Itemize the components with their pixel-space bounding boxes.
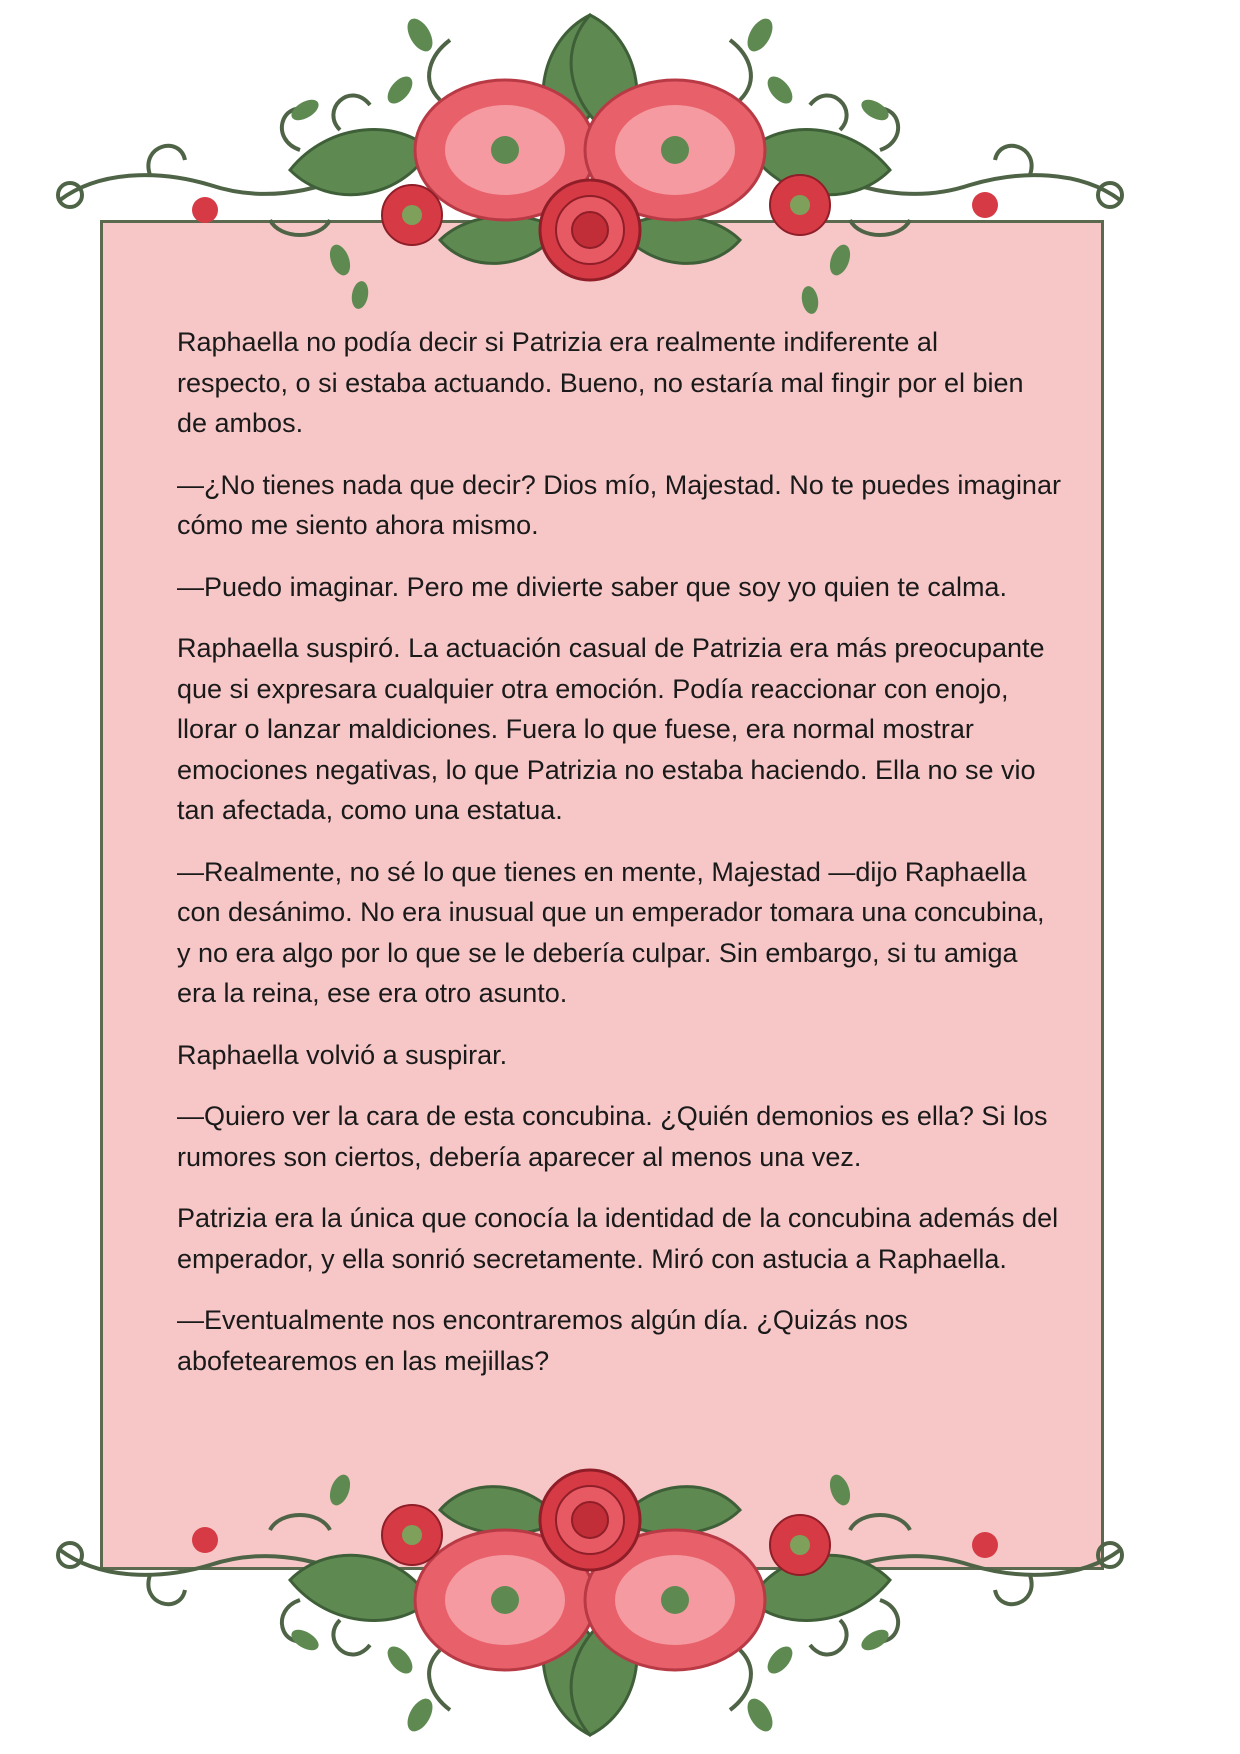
paragraph-3: —Puedo imaginar. Pero me divierte saber que soy yo quien te calma. [177, 571, 1007, 602]
paragraph-4: Raphaella suspiró. La actuación casual de Patrizia era más preocupante que si expresara cualquier otra emoción. Podía reaccionar con enojo, llorar o lanzar maldiciones. Fuera lo que fuese, era normal mostrar emociones negativas, lo que Patrizia no estaba haciendo. Ella no se vio tan afectada, como una estatua. [177, 633, 1045, 825]
paragraph-5: —Realmente, no sé lo que tienes en mente, Majestad —dijo Raphaella con desánimo. No era inusual que un emperador tomara una concubina, y no era algo por lo que se le debería culpar. Sin embargo, si tu amiga era la reina, ese era otro asunto. [177, 856, 1045, 1008]
bottom-floral-ornament [40, 1420, 1140, 1750]
central-rose [540, 180, 640, 280]
paragraph-2: —¿No tienes nada que decir? Dios mío, Majestad. No te puedes imaginar cómo me siento ahora mismo. [177, 469, 1061, 540]
top-floral-ornament [40, 0, 1140, 330]
story-text [177, 322, 1077, 1402]
paragraph-6: Raphaella volvió a suspirar. [177, 1039, 508, 1070]
paragraph-8: Patrizia era la única que conocía la identidad de la concubina además del emperador, y ella sonrió secretamente. Miró con astucia a Raphaella. [177, 1203, 1059, 1274]
paragraph-1: Raphaella no podía decir si Patrizia era realmente indiferente al respecto, o si estaba actuando. Bueno, no estaría mal fingir por el bien de ambos. [177, 327, 1024, 438]
paragraph-7: —Quiero ver la cara de esta concubina. ¿Quién demonios es ella? Si los rumores son ciertos, debería aparecer al menos una vez. [177, 1101, 1048, 1172]
central-rose [540, 1470, 640, 1570]
paragraph-9: —Eventualmente nos encontraremos algún día. ¿Quizás nos abofetearemos en las mejillas? [177, 1305, 908, 1376]
